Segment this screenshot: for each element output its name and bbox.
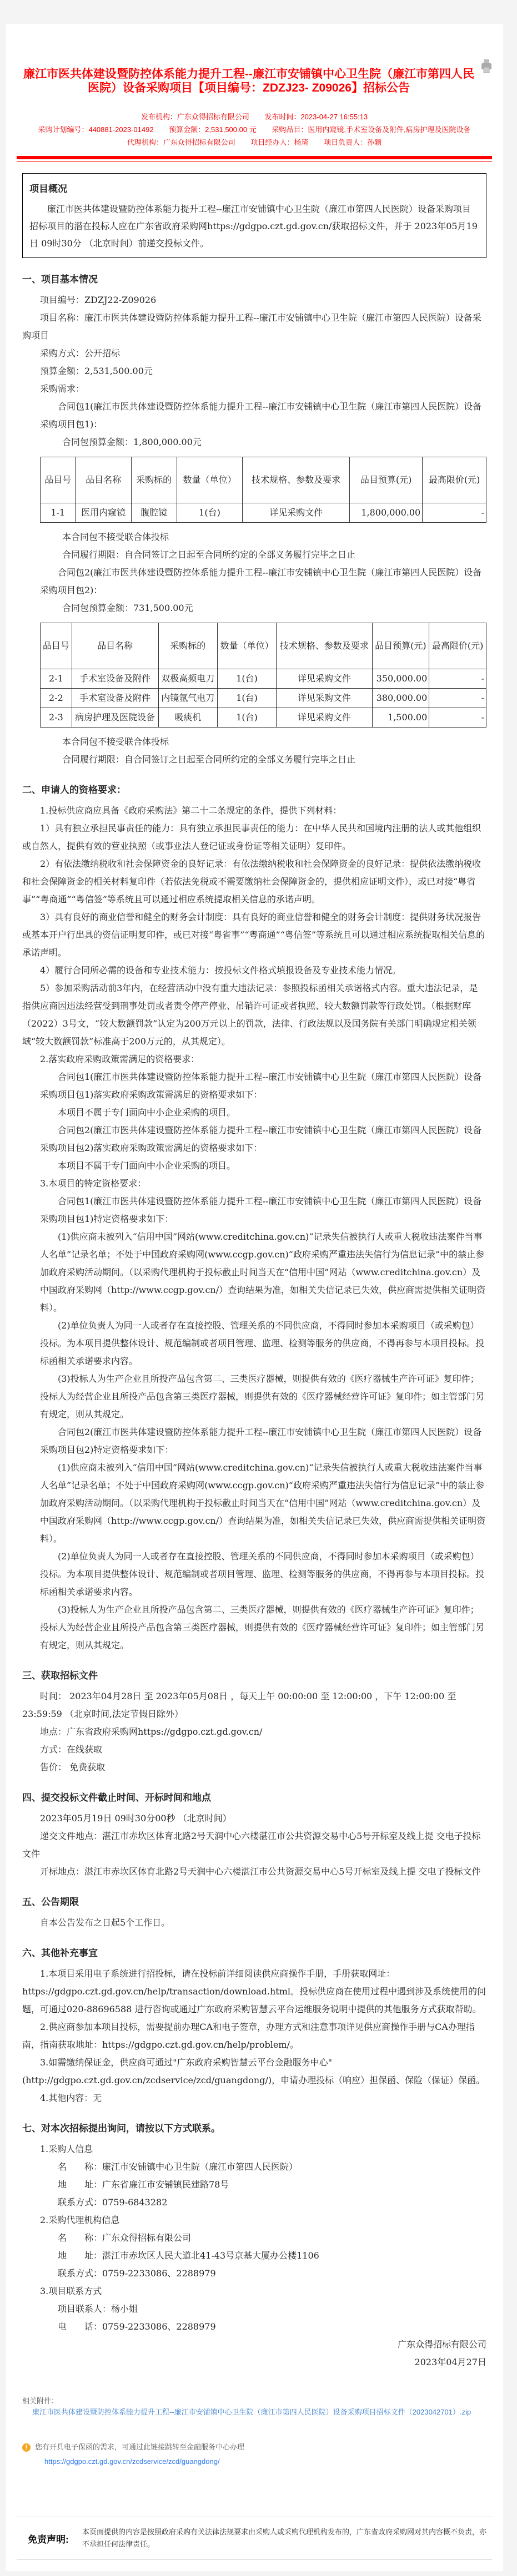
paragraph: 递交文件地点：湛江市赤坎区体育北路2号天润中心六楼湛江市公共资源交易中心5号开标室及线上提 交电子投标文件 — [22, 1831, 481, 1859]
column-header: 数量（单位） — [217, 623, 276, 669]
section-heading: 四、提交投标文件截止时间、开标时间和地点 — [22, 1792, 211, 1804]
column-header: 技术规格、参数及要求 — [243, 457, 350, 503]
agency: 代理机构：广东众得招标有限公司 — [127, 138, 235, 147]
handler: 项目经办人：杨琦 — [250, 138, 309, 147]
notice-text: 您有开具电子保函的需求，可通过此链接跳转至金融服务中心办理 — [35, 2443, 245, 2451]
red-divider — [17, 156, 492, 159]
disclaimer-label: 免责声明: — [28, 2534, 69, 2545]
table-cell: 2-3 — [41, 708, 72, 728]
paragraph: 项目名称：廉江市医共体建设暨防控体系能力提升工程--廉江市安铺镇中心卫生院（廉江市第四人民医院）设备采购项目 — [22, 312, 481, 341]
meta-row — [6, 123, 503, 136]
column-header: 品目号 — [41, 457, 76, 503]
paragraph: 合同包预算金额：1,800,000.00元 — [62, 437, 202, 447]
paragraph: 预算金额：2,531,500.00元 — [40, 366, 153, 376]
page-title: 廉江市医共体建设暨防控体系能力提升工程--廉江市安铺镇中心卫生院（廉江市第四人民医院）设备采购项目【项目编号：ZDZJ23- Z09026】招标公告 — [23, 68, 474, 94]
overview-heading: 项目概况 — [29, 184, 67, 195]
printer-icon[interactable] — [481, 58, 492, 74]
table-cell: 1(台) — [217, 708, 276, 728]
paragraph: (3)投标人为生产企业且所投产品包含第二、三类医疗器械，则提供有效的《医疗器械生产许可证》复印件；投标人为经营企业且所投产品包含第三类医疗器械，则提供有效的《医疗器械经营许可证》复印件；如主管部门另有规定，则从其规定。 — [40, 1373, 485, 1420]
table-cell: 1-1 — [41, 503, 76, 523]
paragraph: 3.本项目的特定资格要求： — [40, 1178, 147, 1189]
paragraph: 3.项目联系方式 — [40, 2286, 102, 2296]
paragraph: 2）有依法缴纳税收和社会保障资金的良好记录：有依法缴纳税收和社会保障资金的良好记录：提供依法缴纳税收和社会保障资金的相关材料复印件（若依法免税或不需要缴纳社会保障资金的，提供相应证明文件），或已对接“粤省事”“粤商通”“粤信签”等系统且可以通过相应系统提取相关信息的承诺声明。 — [22, 858, 481, 905]
paragraph: 地 址：湛江市赤坎区人民大道北41-43号京基大厦办公楼1106 — [58, 2250, 319, 2261]
paragraph: 本合同包不接受联合体投标 — [62, 736, 169, 747]
attachment-link[interactable]: 廉江市医共体建设暨防控体系能力提升工程--廉江市安铺镇中心卫生院（廉江市第四人民医院）设备采购项目招标文件（2023042701）.zip — [32, 2408, 471, 2416]
table-cell: 2-2 — [41, 689, 72, 708]
table-cell: 详见采购文件 — [277, 708, 372, 728]
signature-date: 2023年04月27日 — [414, 2357, 486, 2367]
signature-company: 广东众得招标有限公司 — [397, 2339, 486, 2350]
paragraph: 4）履行合同所必需的设备和专业技术能力：按投标文件格式填报设备及专业技术能力情况。 — [40, 965, 401, 976]
attachments — [6, 2396, 503, 2418]
warning-icon: ! — [22, 2443, 31, 2452]
publish-time: 发布时间：2023-04-27 16:55:13 — [264, 113, 368, 121]
table-cell: 1,800,000.00 — [349, 503, 422, 523]
table-row — [41, 689, 486, 708]
section-heading: 二、申请人的资格要求： — [22, 785, 126, 796]
paragraph: (2)单位负责人为同一人或者存在直接控股、管理关系的不同供应商，不得同时参加本采购项目（或采购包）投标。为本项目提供整体设计、规范编制或者项目管理、监理、检测等服务的供应商，不得再参与本项目投标。投标函相关承诺要求内容。 — [40, 1551, 485, 1597]
paragraph: 2.供应商参加本项目投标，需要提前办理CA和电子签章，办理方式和注意事项详见供应商操作手册与CA办理指南，指南获取地址：https://gdgpo.czt.gd.gov.cn/help/problem/。 — [22, 2022, 475, 2050]
meta-row — [6, 110, 503, 123]
paragraph: (3)投标人为生产企业且所投产品包含第二、三类医疗器械，则提供有效的《医疗器械生产许可证》复印件；投标人为经营企业且所投产品包含第三类医疗器械，则提供有效的《医疗器械经营许可证》复印件；如主管部门另有规定，则从其规定。 — [40, 1604, 485, 1650]
section-heading: 一、项目基本情况 — [22, 274, 98, 285]
table-cell: 病房护理及医院设备 — [72, 708, 158, 728]
section-heading: 七、对本次招标提出询问，请按以下方式联系。 — [22, 2123, 220, 2134]
paragraph: 采购需求： — [40, 383, 85, 394]
paragraph: 1.投标供应商应具备《政府采购法》第二十二条规定的条件，提供下列材料： — [40, 805, 342, 816]
column-header: 最高限价(元) — [429, 623, 486, 669]
table-row — [41, 669, 486, 689]
divider — [17, 2559, 492, 2560]
paragraph: 3）具有良好的商业信誉和健全的财务会计制度：具有良好的商业信誉和健全的财务会计制度：提供财务状况报告或基本开户行出具的资信证明复印件，或已对接“粤省事”“粤商通”“粤信签”等系统且可以通过相应系统提取相关信息的承诺声明。 — [22, 912, 485, 958]
table-cell: 腹腔镜 — [131, 503, 177, 523]
plan-number: 采购计划编号：440881-2023-01492 — [38, 125, 154, 134]
paragraph: 1）具有独立承担民事责任的能力：具有独立承担民事责任的能力：在中华人民共和国境内注册的法人或其他组织或自然人，提供有效的营业执照（或事业法人登记证或身份证等相关证明）复印件。 — [22, 823, 481, 851]
overview-text: 廉江市医共体建设暨防控体系能力提升工程--廉江市安铺镇中心卫生院（廉江市第四人民医院）设备采购项目招标项目的潜在投标人应在广东省政府采购网https://gdgpo.czt.gd.gov.cn/获取招标文件，并于 2023年05月19日 09时30分 （北京时间）前递交投标文件。 — [29, 204, 478, 249]
paragraph: 合同包2(廉江市医共体建设暨防控体系能力提升工程--廉江市安铺镇中心卫生院（廉江市第四人民医院）设备采购项目包2)特定资格要求如下： — [40, 1427, 482, 1455]
column-header: 数量（单位） — [177, 457, 243, 503]
paragraph: 方式：在线获取 — [40, 1744, 103, 1755]
table-cell: 1(台) — [217, 689, 276, 708]
table-cell: 内镜氩气电刀 — [158, 689, 217, 708]
paragraph: 1.采购人信息 — [40, 2144, 93, 2154]
paragraph: 售价： 免费获取 — [40, 1762, 106, 1772]
sections — [22, 270, 486, 2336]
table-cell: - — [429, 708, 486, 728]
table-cell: - — [429, 669, 486, 689]
paragraph: 本项目不属于专门面向中小企业采购的项目。 — [58, 1107, 236, 1118]
paragraph: 电 话：0759-2233086、2288979 — [58, 2321, 216, 2332]
table-row — [41, 708, 486, 728]
paragraph: 名 称：廉江市安铺镇中心卫生院（廉江市第四人民医院） — [58, 2161, 298, 2172]
paragraph: 时间： 2023年04月28日 至 2023年05月08日 ，每天上午 00:00:00 至 12:00:00 ，下午 12:00:00 至 23:59:59 （北京时间,法定节假日除外） — [22, 1691, 456, 1719]
table-cell: 手术室设备及附件 — [72, 669, 158, 689]
manager: 项目负责人：孙颖 — [324, 138, 382, 147]
column-header: 品目名称 — [72, 623, 158, 669]
table-cell: 1(台) — [177, 503, 243, 523]
paragraph: 合同包1(廉江市医共体建设暨防控体系能力提升工程--廉江市安铺镇中心卫生院（廉江市第四人民医院）设备采购项目包1)特定资格要求如下： — [40, 1196, 482, 1224]
paragraph: 自本公告发布之日起5个工作日。 — [40, 1917, 170, 1928]
disclaimer — [6, 2517, 503, 2559]
disclaimer-text: 本页面提供的内容是按照政府采购有关法律法规要求由采购人或采购代理机构发布的，广东省政府采购网对其内容概不负责，亦不承担任何法律责任。 — [82, 2528, 487, 2548]
publisher: 发布机构：广东众得招标有限公司 — [140, 113, 249, 121]
table-cell: 吸痰机 — [158, 708, 217, 728]
paragraph: (1)供应商未被列入“信用中国”网站(www.creditchina.gov.cn)“记录失信被执行人或重大税收违法案件当事人名单”记录名单；不处于中国政府采购网(www.ccgp.gov.cn)“政府采购严重违法失信行为信息记录”中的禁止参加政府采购活动期间。（以采购代理机构于投标截止时间当天在“信用中国”网站（www.creditchina.gov.cn）及中国政府采购网（http://www.ccgp.gov.cn/）查询结果为准，如相关失信记录已失效，供应商需提供相关证明资料）。 — [40, 1462, 486, 1544]
paragraph: 地点：广东省政府采购网https://gdgpo.czt.gd.gov.cn/ — [40, 1726, 263, 1737]
announcement-card — [6, 24, 503, 2571]
overview-box — [22, 173, 486, 258]
table-cell: 详见采购文件 — [243, 503, 350, 523]
paragraph: 合同履行期限：自合同签订之日起至合同所约定的全部义务履行完毕之日止 — [62, 549, 356, 560]
column-header: 品目预算(元) — [372, 623, 429, 669]
column-header: 采购标的 — [131, 457, 177, 503]
paragraph: 采购方式：公开招标 — [40, 348, 121, 358]
paragraph: 联系方式：0759-6843282 — [58, 2197, 168, 2208]
table-cell: - — [429, 689, 486, 708]
table-cell: 1,500.00 — [372, 708, 429, 728]
meta-info — [6, 110, 503, 149]
section-heading: 三、获取招标文件 — [22, 1670, 98, 1681]
column-header: 采购标的 — [158, 623, 217, 669]
items-table-package2 — [40, 623, 486, 728]
budget: 预算金额：2,531,500.00 元 — [169, 125, 257, 134]
paragraph: 3.如需缴纳保证金，供应商可通过"广东政府采购智慧云平台金融服务中心"(http://gdgpo.czt.gd.gov.cn/zcdservice/zcd/guangdong/)，申请办理投标（响应）担保函、保险（保证）保函。 — [22, 2057, 485, 2085]
paragraph: 合同包预算金额：731,500.00元 — [62, 603, 193, 613]
paragraph: 2.落实政府采购政策需满足的资格要求： — [40, 1054, 200, 1064]
paragraph: 1.本项目采用电子系统进行招投标，请在投标前详细阅读供应商操作手册，手册获取网址：https://gdgpo.czt.gd.gov.cn/help/transaction/download.html。投标供应商在使用过程中遇到涉及系统使用的问题，可通过020-88696588 进行咨询或通过广东政府采购智慧云平台运维服务说明中提供的其他服务方式获取帮助。 — [22, 1968, 486, 2014]
paragraph: 地 址：广东省廉江市安铺镇民建路78号 — [58, 2179, 229, 2190]
paragraph: 本项目不属于专门面向中小企业采购的项目。 — [58, 1160, 236, 1171]
categories: 采购品目：医用内窥镜,手术室设备及附件,病房护理及医院设备 — [272, 125, 471, 134]
table-header-row — [41, 623, 486, 669]
section-heading: 五、公告期限 — [22, 1897, 79, 1908]
column-header: 最高限价(元) — [423, 457, 486, 503]
paragraph: 项目联系人：杨小姐 — [58, 2304, 138, 2314]
paragraph: 名 称：广东众得招标有限公司 — [58, 2232, 192, 2243]
items-table-package1 — [40, 457, 486, 523]
paragraph: 合同履行期限：自合同签订之日起至合同所约定的全部义务履行完毕之日止 — [62, 754, 356, 765]
column-header: 品目号 — [41, 623, 72, 669]
paragraph: 本合同包不接受联合体投标 — [62, 532, 169, 542]
table-cell: 医用内窥镜 — [76, 503, 131, 523]
paragraph: 开标地点：湛江市赤坎区体育北路2号天润中心六楼湛江市公共资源交易中心5号开标室及线上提 交电子投标文件 — [40, 1866, 481, 1877]
paragraph: 合同包2(廉江市医共体建设暨防控体系能力提升工程--廉江市安铺镇中心卫生院（廉江市第四人民医院）设备采购项目包2)落实政府采购政策需满足的资格要求如下： — [40, 1125, 482, 1153]
paragraph: 2.采购代理机构信息 — [40, 2215, 120, 2225]
table-cell: 详见采购文件 — [277, 689, 372, 708]
table-row — [41, 503, 486, 523]
paragraph: 合同包1(廉江市医共体建设暨防控体系能力提升工程--廉江市安铺镇中心卫生院（廉江市第四人民医院）设备采购项目包1)： — [40, 401, 482, 430]
table-cell: 双极高频电刀 — [158, 669, 217, 689]
paragraph: 合同包1(廉江市医共体建设暨防控体系能力提升工程--廉江市安铺镇中心卫生院（廉江市第四人民医院）设备采购项目包1)落实政府采购政策需满足的资格要求如下： — [40, 1072, 482, 1100]
table-header-row — [41, 457, 486, 503]
column-header: 品目名称 — [76, 457, 131, 503]
paragraph: 联系方式：0759-2233086、2288979 — [58, 2268, 216, 2279]
paragraph: 2023年05月19日 09时30分00秒 （北京时间） — [40, 1813, 232, 1824]
table-cell: 手术室设备及附件 — [72, 689, 158, 708]
announcement-body — [6, 173, 503, 2371]
notice-link[interactable]: https://gdgpo.czt.gd.gov.cn/zcdservice/zcd/guangdong/ — [44, 2457, 220, 2466]
attachments-label: 相关附件： — [22, 2397, 59, 2405]
table-cell: 350,000.00 — [372, 669, 429, 689]
guarantee-notice — [6, 2441, 503, 2468]
section-heading: 六、其他补充事宜 — [22, 1948, 98, 1959]
table-cell: - — [423, 503, 486, 523]
table-cell: 详见采购文件 — [277, 669, 372, 689]
column-header: 技术规格、参数及要求 — [277, 623, 372, 669]
table-cell: 1(台) — [217, 669, 276, 689]
paragraph: 合同包2(廉江市医共体建设暨防控体系能力提升工程--廉江市安铺镇中心卫生院（廉江市第四人民医院）设备采购项目包2)： — [40, 567, 482, 595]
red-divider-thin — [17, 161, 492, 162]
paragraph: 5）参加采购活动前3年内，在经营活动中没有重大违法记录：参照投标函相关承诺格式内容。重大违法记录，是指供应商因违法经营受到刑事处罚或者责令停产停业、吊销许可证或者执照、较大数额罚款等行政处罚。（根据财库（2022）3号文，“较大数额罚款”认定为200万元以上的罚款，法律、行政法规以及国务院有关部门明确规定相关领域“较大数额罚款”标准高于200万元的，从其规定）。 — [22, 983, 478, 1047]
paragraph: 项目编号：ZDZJ22-Z09026 — [40, 295, 157, 305]
table-cell: 2-1 — [41, 669, 72, 689]
table-cell: 380,000.00 — [372, 689, 429, 708]
column-header: 品目预算(元) — [349, 457, 422, 503]
meta-row — [6, 136, 503, 149]
paragraph: (2)单位负责人为同一人或者存在直接控股、管理关系的不同供应商，不得同时参加本采购项目（或采购包）投标。为本项目提供整体设计、规范编制或者项目管理、监理、检测等服务的供应商，不得再参与本项目投标。投标函相关承诺要求内容。 — [40, 1320, 485, 1366]
paragraph: (1)供应商未被列入“信用中国”网站(www.creditchina.gov.cn)“记录失信被执行人或重大税收违法案件当事人名单”记录名单；不处于中国政府采购网(www.ccgp.gov.cn)“政府采购严重违法失信行为信息记录”中的禁止参加政府采购活动期间。（以采购代理机构于投标截止时间当天在“信用中国”网站（www.creditchina.gov.cn）及中国政府采购网（http://www.ccgp.gov.cn/）查询结果为准，如相关失信记录已失效，供应商需提供相关证明资料）。 — [40, 1231, 486, 1313]
paragraph: 4.其他内容：无 — [40, 2093, 102, 2103]
